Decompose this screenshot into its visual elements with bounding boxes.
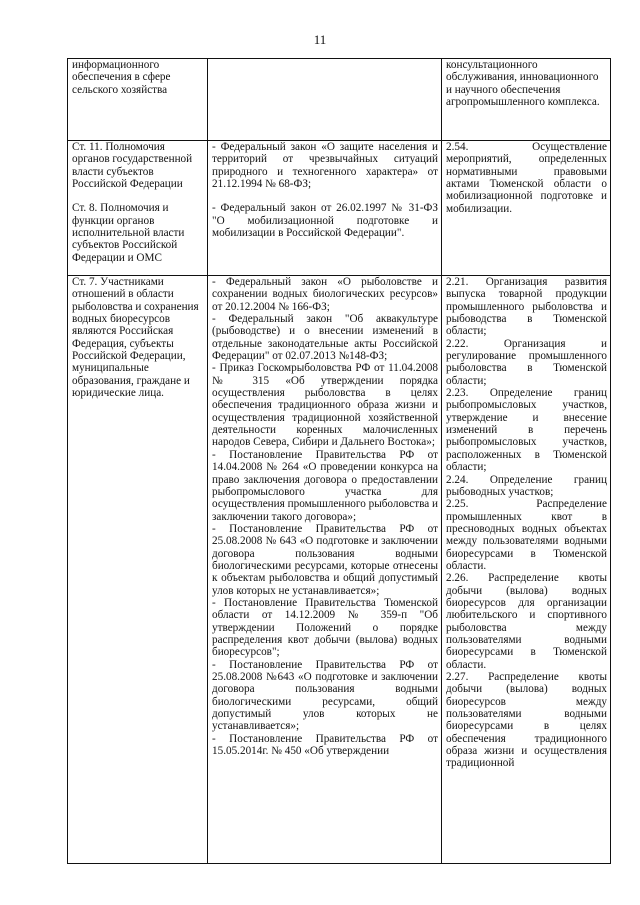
cell-paragraph: - Постановление Правительства РФ от 14.04.2008 № 264 «О проведении конкурса на право заключения договора о предоставлении рыбопромыслового участка для осуществления промышленного рыболовства и заключении такого договора»; <box>212 448 438 523</box>
cell-paragraph: 2.26. Распределение квоты добычи (вылова) водных биоресурсов для организации любительского и спортивного рыболовства между пользователями водными биоресурсами в Тюменской области. <box>446 572 607 671</box>
cell-paragraph: - Приказ Госкомрыболовства РФ от 11.04.2008 № 315 «Об утверждении порядка осуществления рыболовства в целях обеспечения традиционного образа жизни и осуществления традиционной хозяйственной деятельности коренных малочисленных народов Севера, Сибири и Дальнего Востока»; <box>212 362 438 449</box>
cell-paragraph: 2.23. Определение границ рыбопромысловых участков, утверждение и внесение изменений в перечень рыбопромысловых участков, расположенных в Тюменской области; <box>446 387 607 474</box>
cell-paragraph: 2.21. Организация развития выпуска товарной продукции промышленного рыболовства и рыбоводства в Тюменской области; <box>446 276 607 338</box>
cell-paragraph: 2.25. Распределение промышленных квот в пресноводных водных объектах между пользователями водными биоресурсами в Тюменской области. <box>446 498 607 572</box>
cell-paragraph: - Федеральный закон «О защите населения и территорий от чрезвычайных ситуаций природного и техногенного характера» от 21.12.1994 № 68-ФЗ; <box>212 141 438 191</box>
table-row <box>68 141 611 276</box>
cell-paragraph: - Постановление Правительства РФ от 25.08.2008 №643 «О подготовке и заключении договора пользования водными биологическими ресурсами, общий допустимый улов которых не устанавливается»; <box>212 658 438 733</box>
cell-paragraph: - Постановление Правительства Тюменской области от 14.12.2009 № 359-п "Об утверждении Положений о порядке распределения квот добычи (вылова) водных биоресурсов"; <box>212 596 438 659</box>
cell-paragraph: 2.24. Определение границ рыбоводных участков; <box>446 473 607 498</box>
cell-paragraph: - Федеральный закон от 26.02.1997 № 31-ФЗ "О мобилизационной подготовке и мобилизации в Российской Федерации". <box>212 202 438 240</box>
cell-paragraph: Ст. 8. Полномочия и функции органов исполнительной власти субъектов Российской Федерации и ОМС <box>72 202 185 264</box>
table-cell-legislation <box>208 141 442 276</box>
table-row <box>68 59 611 141</box>
cell-paragraph: Ст. 7. Участниками отношений в области рыболовства и сохранения водных биоресурсов являются Российская Федерация, субъекты Российской Федерации, муниципальные образования, граждане и юридические лица. <box>72 276 199 400</box>
cell-paragraph: информационного обеспечения в сфере сельского хозяйства <box>72 59 171 96</box>
table-cell-authority <box>68 276 208 864</box>
table-cell-legislation <box>208 59 442 141</box>
cell-paragraph: - Постановление Правительства РФ от 25.08.2008 № 643 «О подготовке и заключении договора пользования водными биологическими ресурсами, которые отнесены к объектам рыболовства и общий допустимый улов которых не устанавливается»; <box>212 522 438 597</box>
cell-paragraph: 2.22. Организация и регулирование промышленного рыболовства в Тюменской области; <box>446 337 607 387</box>
table-cell-legislation <box>208 276 442 864</box>
cell-paragraph: - Федеральный закон «О рыболовстве и сохранении водных биологических ресурсов» от 20.12.2004 № 166-ФЗ; <box>212 276 438 313</box>
table-cell-authority <box>68 141 208 276</box>
page-number: 11 <box>313 32 327 47</box>
cell-paragraph: - Постановление Правительства РФ от 15.05.2014г. № 450 «Об утверждении <box>212 732 438 758</box>
cell-paragraph: 2.54. Осуществление мероприятий, определенных нормативными правовыми актами Тюменской области о мобилизационной подготовке и мобилизации. <box>446 141 607 215</box>
cell-paragraph: 2.27. Распределение квоты добычи (вылова) водных биоресурсов между пользователями водными биоресурсами в целях обеспечения традиционного образа жизни и осуществления традиционной <box>446 671 607 770</box>
table-cell-function <box>442 59 611 141</box>
legal-table <box>67 58 611 864</box>
table-cell-function <box>442 276 611 864</box>
cell-paragraph: - Федеральный закон "Об аквакультуре (рыбоводстве) и о внесении изменений в отдельные законодательные акты Российской Федерации" от 02.07.2013 №148-ФЗ; <box>212 313 438 363</box>
table-row <box>68 276 611 864</box>
table-cell-authority <box>68 59 208 141</box>
table-cell-function <box>442 141 611 276</box>
cell-paragraph: консультационного обслуживания, инновационного и научного обеспечения агропромышленного комплекса. <box>446 59 600 109</box>
cell-paragraph: Ст. 11. Полномочия органов государственной власти субъектов Российской Федерации <box>72 141 193 191</box>
